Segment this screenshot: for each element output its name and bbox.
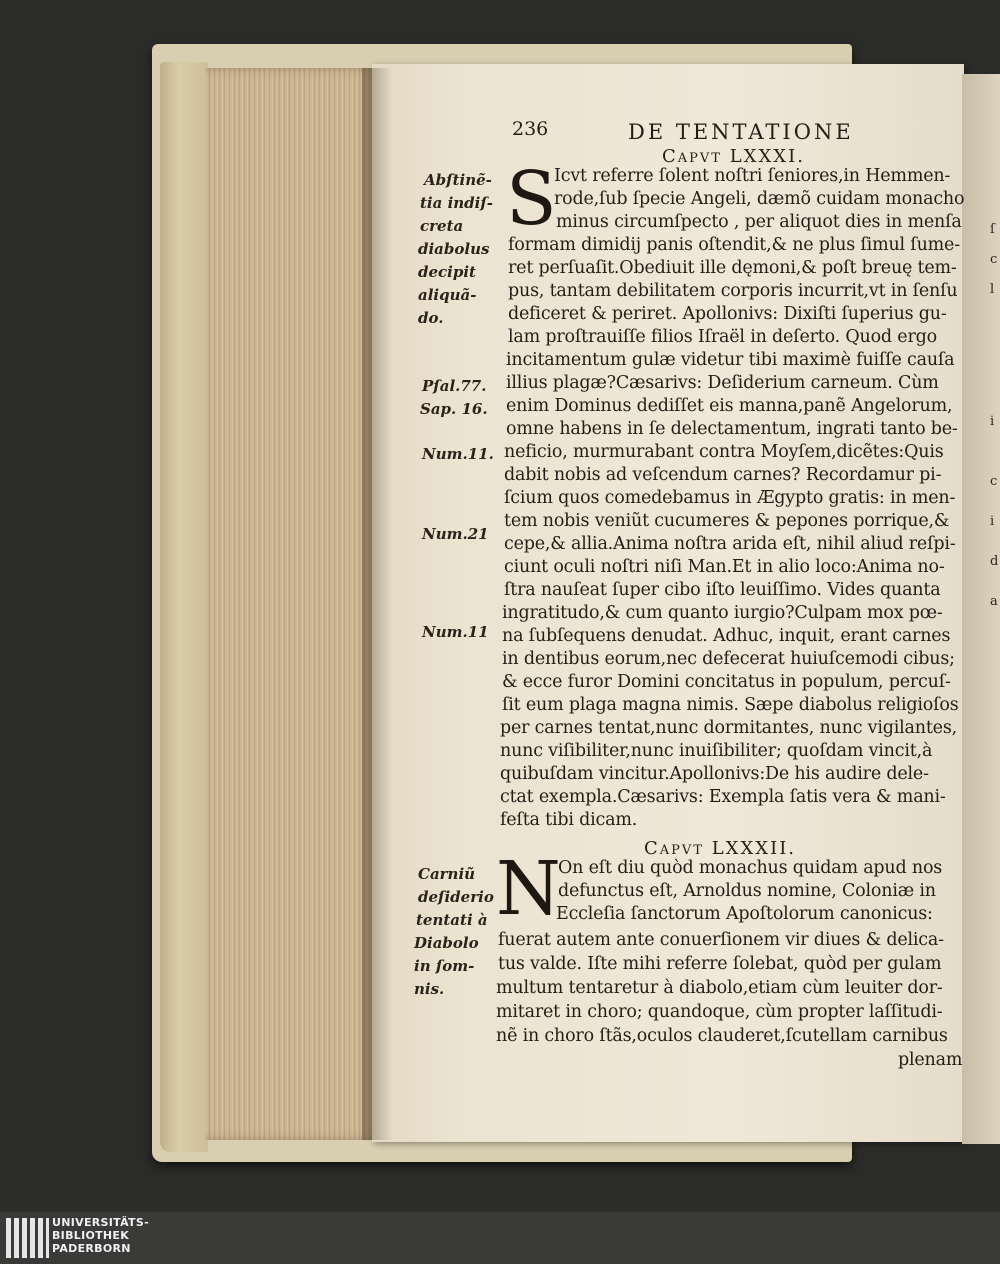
margin-line: nis. xyxy=(414,980,445,998)
text-line: omne habens in ſe delectamentum, ingrati tanto be- xyxy=(506,419,958,439)
text-line: rode,ſub ſpecie Angeli, dæmõ cuidam monacho xyxy=(554,189,965,209)
next-page-char: i xyxy=(990,514,995,529)
page-block-edges xyxy=(206,68,376,1140)
text-line: pus, tantam debilitatem corporis incurrit,vt in ſenſu xyxy=(508,281,958,301)
next-page-char: d xyxy=(990,554,999,569)
text-line: enim Dominus dediſſet eis manna,panẽ Angelorum, xyxy=(506,396,953,416)
next-page-char: i xyxy=(990,414,995,429)
margin-line: decipit xyxy=(418,263,476,281)
book-spine-edge xyxy=(160,62,208,1152)
next-page-char: a xyxy=(990,594,998,609)
text-line: neficio, murmurabant contra Moyſem,dicẽtes:Quis xyxy=(504,442,944,462)
next-page-char: l xyxy=(990,282,995,297)
scripture-ref: Sap. 16. xyxy=(420,400,488,418)
next-page-glimpse xyxy=(962,74,1000,1144)
text-line: defunctus eſt, Arnoldus nomine, Coloniæ in xyxy=(558,881,936,901)
text-line: feſta tibi dicam. xyxy=(500,810,638,830)
text-line: nunc viſibiliter,nunc inuiſibiliter; quoſdam vincit,à xyxy=(500,741,933,761)
text-line: minus circumſpecto , per aliquot dies in menſa xyxy=(556,212,962,232)
margin-line: Abſtinẽ- xyxy=(424,171,492,189)
margin-line: diabolus xyxy=(418,240,490,258)
margin-line: do. xyxy=(418,309,444,327)
margin-line: Carniũ xyxy=(418,865,476,883)
library-logo-icon xyxy=(6,1218,50,1258)
margin-line: tia indiſ- xyxy=(420,194,494,212)
text-line: ctat exempla.Cæsarivs: Exempla ſatis vera & mani- xyxy=(500,787,946,807)
text-line: mitaret in choro; quandoque, cùm propter laſſitudi- xyxy=(496,1002,943,1022)
library-name xyxy=(52,1216,149,1255)
text-line: per carnes tentat,nunc dormitantes, nunc vigilantes, xyxy=(500,718,957,738)
text-line: formam dimidij panis oſtendit,& ne plus ſimul ſume- xyxy=(508,235,960,255)
text-line: ſcium quos comedebamus in Ægypto gratis: in men- xyxy=(504,488,956,508)
scripture-ref: Num.11. xyxy=(422,445,494,463)
margin-line: creta xyxy=(420,217,464,235)
text-line: Eccleſia ſanctorum Apoſtolorum canonicus: xyxy=(556,904,933,924)
library-name-line: UNIVERSITÄTS- xyxy=(52,1216,149,1229)
next-page-char: c xyxy=(990,252,998,267)
text-line: tem nobis veniũt cucumeres & pepones porrique,& xyxy=(504,511,950,531)
scripture-ref: Num.21 xyxy=(422,525,489,543)
running-head: DE TENTATIONE xyxy=(628,120,854,144)
text-line: Icvt referre ſolent noſtri ſeniores,in Hemmen- xyxy=(554,166,951,186)
text-line: quibuſdam vincitur.Apollonivs:De his audire dele- xyxy=(500,764,929,784)
text-line: in dentibus eorum,nec defecerat huiuſcemodi cibus; xyxy=(502,649,955,669)
text-line: ingratitudo,& cum quanto iurgio?Culpam mox pœ- xyxy=(502,603,943,623)
footer-bar xyxy=(0,1212,1000,1264)
text-line: multum tentaretur à diabolo,etiam cùm leuiter dor- xyxy=(496,978,943,998)
margin-line: aliquã- xyxy=(418,286,477,304)
text-line: dabit nobis ad veſcendum carnes? Recordamur pi- xyxy=(504,465,942,485)
gutter-shadow xyxy=(362,68,392,1140)
text-line: tus valde. Iſte mihi referre ſolebat, quòd per gulam xyxy=(498,954,942,974)
chapter-heading: Capvt LXXXII. xyxy=(644,838,797,859)
text-line: cepe,& allia.Anima noſtra arida eſt, nihil aliud reſpi- xyxy=(504,534,956,554)
text-line: ret perſuaſit.Obediuit ille dęmoni,& poſt breuę tem- xyxy=(508,258,957,278)
margin-line: Diabolo xyxy=(414,934,479,952)
catchword: plenam xyxy=(898,1050,963,1070)
text-line: na ſubſequens denudat. Adhuc, inquit, erant carnes xyxy=(502,626,951,646)
text-line: ſtra nauſeat ſuper cibo iſto leuiſſimo. Vides quanta xyxy=(504,580,941,600)
page-number: 236 xyxy=(512,118,549,140)
text-line: ciunt oculi noſtri niſi Man.Et in alio loco:Anima no- xyxy=(504,557,945,577)
next-page-char: c xyxy=(990,474,998,489)
margin-line: tentati à xyxy=(416,911,488,929)
text-line: ſit eum plaga magna nimis. Sæpe diabolus religioſos xyxy=(502,695,959,715)
text-line: illius plagæ?Cæsarivs: Deſiderium carneum. Cùm xyxy=(506,373,939,393)
text-line: On eſt diu quòd monachus quidam apud nos xyxy=(558,858,943,878)
library-name-line: BIBLIOTHEK xyxy=(52,1229,130,1242)
drop-cap: N xyxy=(496,846,561,932)
text-line: nẽ in choro ſtãs,oculos clauderet,ſcutellam carnibus xyxy=(496,1026,948,1046)
margin-line: deſiderio xyxy=(418,888,494,906)
next-page-char: ſ xyxy=(990,222,995,237)
drop-cap: S xyxy=(506,156,557,242)
scripture-ref: Num.11 xyxy=(422,623,489,641)
text-line: lam proſtrauiſſe filios Iſraël in deſerto. Quod ergo xyxy=(508,327,937,347)
margin-line: in ſom- xyxy=(414,957,475,975)
text-line: deficeret & periret. Apollonivs: Dixiſti ſuperius gu- xyxy=(508,304,947,324)
chapter-heading: Capvt LXXXI. xyxy=(662,146,805,167)
library-name-line: PADERBORN xyxy=(52,1242,131,1255)
text-line: fuerat autem ante conuerſionem vir diues & delica- xyxy=(498,930,944,950)
text-line: incitamentum gulæ videtur tibi maximè fuiſſe cauſa xyxy=(506,350,955,370)
scripture-ref: Pſal.77. xyxy=(422,377,487,395)
text-line: & ecce furor Domini concitatus in populum, percuſ- xyxy=(502,672,951,692)
